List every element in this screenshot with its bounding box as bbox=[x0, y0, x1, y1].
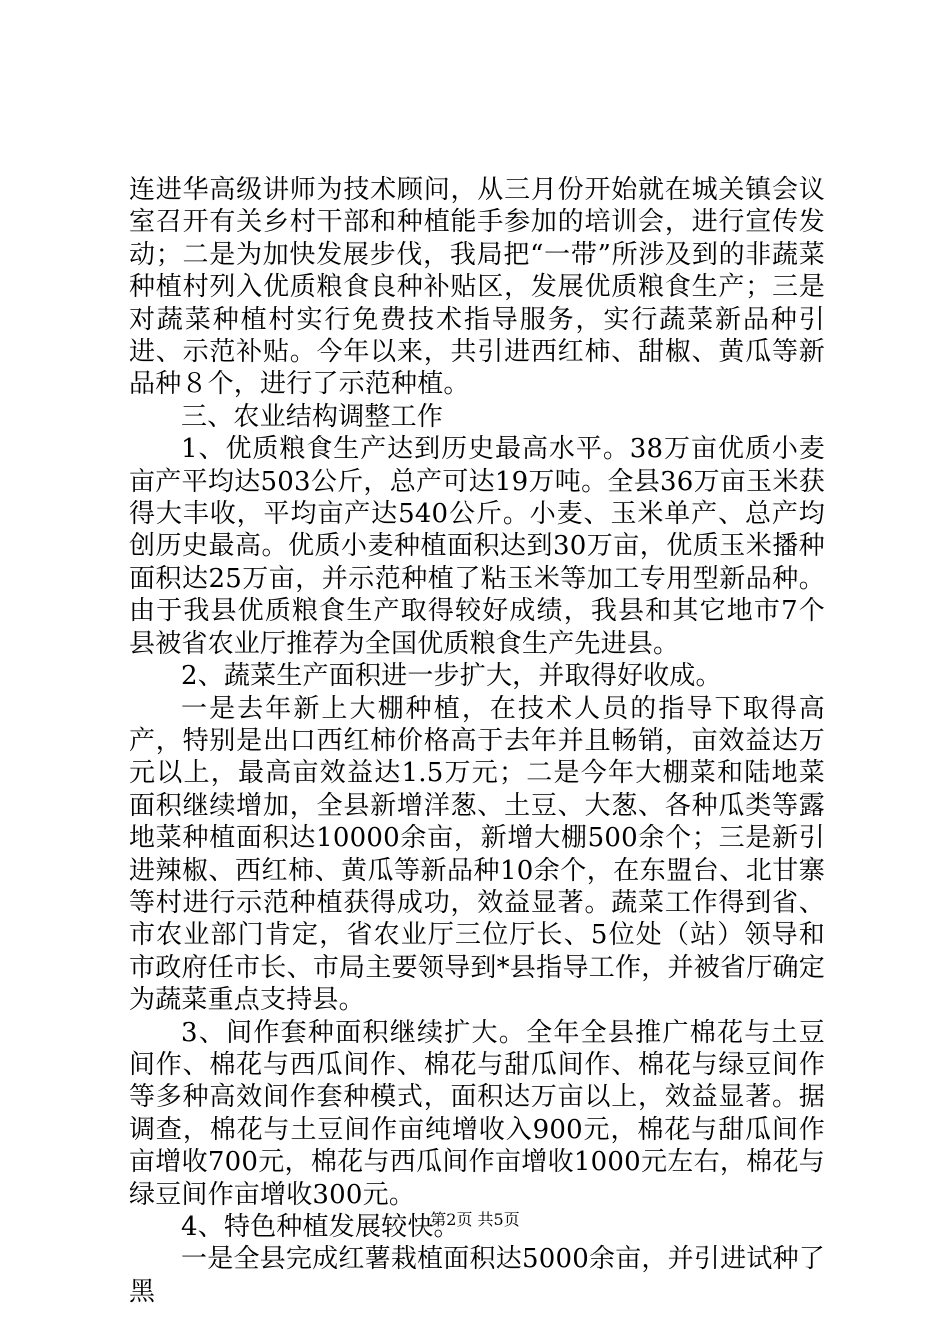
paragraph-intercropping: 3、间作套种面积继续扩大。全年全县推广棉花与土豆间作、棉花与西瓜间作、棉花与甜瓜间作、棉花与绿豆间作等多种高效间作套种模式，面积达万亩以上，效益显著。据调查，棉花与土豆间作亩纯增收入900元，棉花与甜瓜间作亩增收700元，棉花与西瓜间作亩增收1000元左右，棉花与绿豆间作亩增收300元。 bbox=[129, 1017, 825, 1210]
document-body bbox=[129, 174, 825, 1308]
paragraph-1: 连进华高级讲师为技术顾问，从三月份开始就在城关镇会议室召开有关乡村干部和种植能手参加的培训会，进行宣传发动；二是为加快发展步伐，我局把“一带”所涉及到的非蔬菜种植村列入优质粮食良种补贴区，发展优质粮食生产；三是对蔬菜种植村实行免费技术指导服务，实行蔬菜新品种引进、示范补贴。今年以来，共引进西红柿、甜椒、黄瓜等新品种８个，进行了示范种植。 bbox=[129, 175, 825, 400]
section-heading-3: 三、农业结构调整工作 bbox=[181, 401, 444, 432]
page-footer bbox=[0, 1210, 950, 1230]
subheading-specialty: 4、特色种植发展较快。 bbox=[181, 1212, 460, 1242]
paragraph-sweet-potato: 一是全县完成红薯栽植面积达5000余亩，并引进试种了黑 bbox=[129, 1244, 825, 1307]
paragraph-vegetables: 一是去年新上大棚种植，在技术人员的指导下取得高产，特别是出口西红柿价格高于去年并且畅销，亩效益达万元以上，最高亩效益达1.5万元；二是今年大棚菜和陆地菜面积继续增加，全县新增洋葱、土豆、大葱、各种瓜类等露地菜种植面积达10000余亩，新增大棚500余个；三是新引进辣椒、西红柿、黄瓜等新品种10余个，在东盟台、北甘寨等村进行示范种植获得成功，效益显著。蔬菜工作得到省、市农业部门肯定，省农业厅三位厅长、5位处（站）领导和市政府任市长、市局主要领导到*县指导工作，并被省厅确定为蔬菜重点支持县。 bbox=[129, 693, 825, 1016]
page-number-label: 第2页 共5页 bbox=[430, 1210, 520, 1229]
paragraph-grain: 1、优质粮食生产达到历史最高水平。38万亩优质小麦亩产平均达503公斤，总产可达19万吨。全县36万亩玉米获得大丰收，平均亩产达540公斤。小麦、玉米单产、总产均创历史最高。优质小麦种植面积达到30万亩，优质玉米播种面积达25万亩，并示范种植了粘玉米等加工专用型新品种。由于我县优质粮食生产取得较好成绩，我县和其它地市7个县被省农业厅推荐为全国优质粮食生产先进县。 bbox=[129, 434, 825, 659]
subheading-vegetables: 2、蔬菜生产面积进一步扩大，并取得好收成。 bbox=[181, 661, 722, 692]
